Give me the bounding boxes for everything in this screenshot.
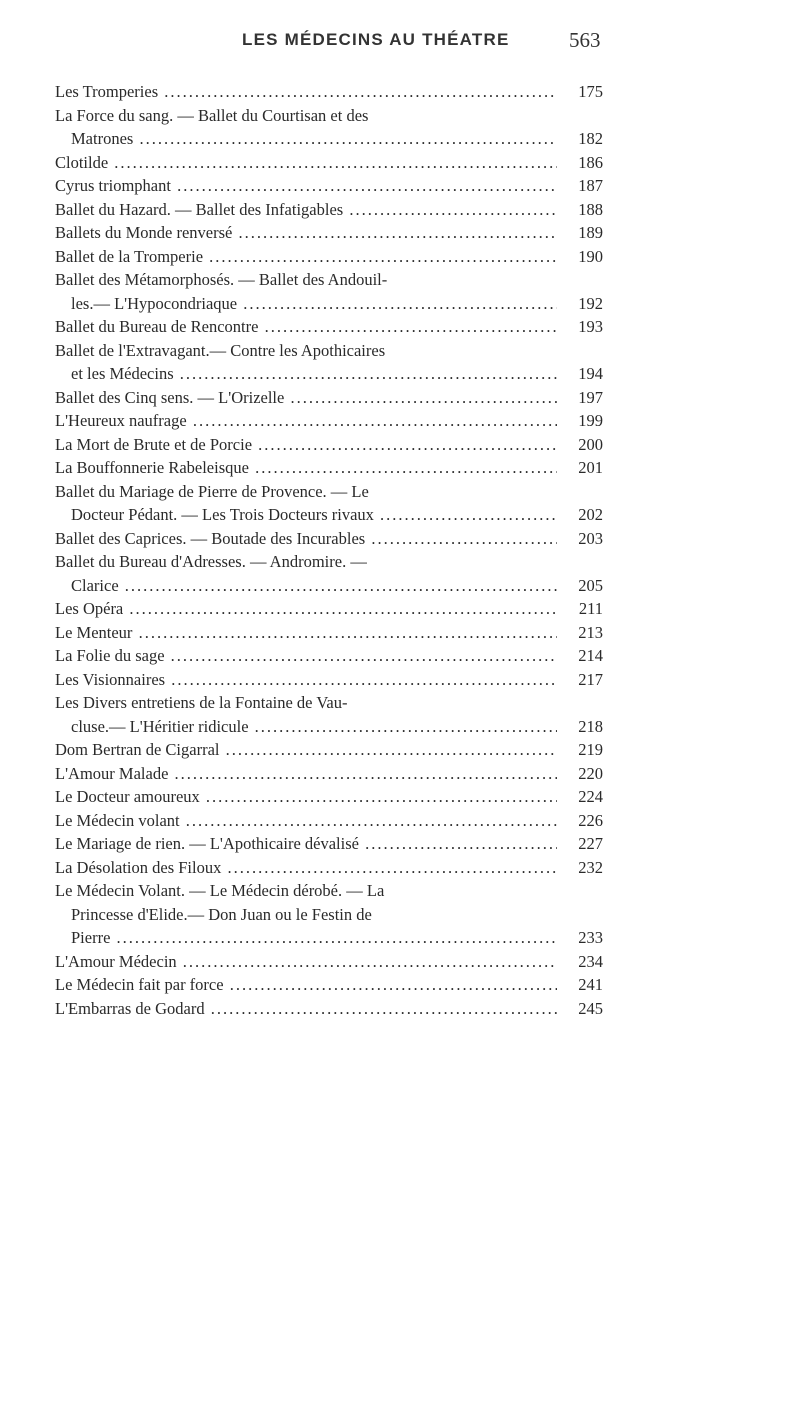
toc-entry-line [55, 997, 603, 1021]
toc-entry-page: 194 [578, 364, 603, 383]
toc-entry-line [55, 809, 603, 833]
toc-entry-title: Ballet des Métamorphosés. — Ballet des Andouil- [55, 270, 388, 289]
toc-entry-page: 200 [578, 434, 603, 454]
toc-entry-line [55, 503, 603, 527]
toc-entry-title: Le Médecin Volant. — Le Médecin dérobé. — La [55, 881, 385, 900]
toc-entry-line [55, 926, 603, 950]
toc-entry-line [55, 221, 603, 245]
toc-entry-line [55, 268, 603, 292]
toc-entry-line [55, 668, 603, 692]
toc-entry-title: L'Amour Médecin ..... [55, 950, 557, 974]
toc-entry-page: 220 [578, 763, 603, 783]
toc-entry-title: L'Heureux naufrage ..... [55, 409, 557, 433]
toc-entry-title: Le Mariage de rien. — L'Apothicaire dévalisé ..... [55, 832, 557, 856]
toc-entry-page: 211 [578, 599, 603, 618]
toc-entry-title: Le Docteur amoureux ..... [55, 785, 557, 809]
toc-entry-title: Ballet de l'Extravagant.— Contre les Apothicaires [55, 340, 386, 360]
toc-entry-title: Dom Bertran de Cigarral ..... [55, 738, 557, 762]
toc-entry-line [55, 644, 603, 668]
toc-entry-line [55, 362, 603, 386]
toc-entry-page: 217 [578, 669, 603, 689]
toc-entry-page: 189 [578, 223, 603, 242]
toc-entry-line [55, 198, 603, 222]
toc-entry-page: 190 [578, 246, 603, 266]
toc-entry-line [55, 879, 603, 903]
toc-entry-line [55, 856, 603, 880]
toc-entry-line [55, 574, 603, 598]
toc-entry-line [55, 245, 603, 269]
toc-entry-line [55, 738, 603, 762]
toc-entry-page: 202 [578, 505, 603, 524]
toc-entry-line [55, 174, 603, 198]
toc-entry-line [55, 597, 603, 621]
page-number: 563 [569, 28, 601, 52]
toc-entry-title: les.— L'Hypocondriaque ..... [55, 292, 557, 316]
toc-entry-line [55, 832, 603, 856]
toc-entry-page: 199 [578, 411, 603, 430]
toc-entry-title: Ballets du Monde renversé ..... [55, 221, 557, 245]
toc-entry-line [55, 127, 603, 151]
toc-entry-line [55, 715, 603, 739]
toc-entry-page: 234 [578, 951, 603, 971]
toc-entry-title: Ballet du Bureau d'Adresses. — Andromire. — [55, 552, 367, 571]
toc-entry-page: 193 [578, 317, 603, 336]
toc-entry-line [55, 691, 603, 715]
toc-entry-title: La Folie du sage ..... [55, 644, 557, 668]
toc-entry-title: Le Médecin volant ..... [55, 809, 557, 833]
toc-entry-title: L'Amour Malade ..... [55, 762, 557, 786]
toc-entry-page: 203 [578, 528, 603, 548]
toc-entry-title: L'Embarras de Godard ..... [55, 997, 557, 1021]
toc-entry-title: Ballet du Hazard. — Ballet des Infatigables ..... [55, 198, 557, 222]
toc-entry-page: 232 [578, 857, 603, 877]
toc-entry-page: 186 [578, 152, 603, 172]
toc-entry-title: La Bouffonnerie Rabeleisque ..... [55, 456, 557, 480]
toc-entry-line [55, 527, 603, 551]
toc-entry-page: 214 [578, 646, 603, 665]
toc-entry-page: 233 [578, 928, 603, 947]
toc-entry-line [55, 315, 603, 339]
toc-entry-title: Clotilde ..... [55, 151, 557, 175]
toc-entry-page: 201 [578, 458, 603, 477]
toc-entry-page: 218 [578, 716, 603, 736]
toc-entry-title: Ballet de la Tromperie ..... [55, 245, 557, 269]
toc-entry-title: Princesse d'Elide.— Don Juan ou le Festin de [71, 904, 372, 924]
toc-entry-title: La Mort de Brute et de Porcie ..... [55, 433, 557, 457]
toc-entry-page: 197 [578, 387, 603, 407]
toc-entry-line [55, 903, 603, 927]
table-of-contents [55, 80, 603, 1020]
toc-entry-page: 182 [578, 129, 603, 148]
toc-entry-line [55, 480, 603, 504]
toc-entry-line [55, 409, 603, 433]
toc-entry-line [55, 433, 603, 457]
toc-entry-title: et les Médecins ..... [55, 362, 557, 386]
toc-entry-title: cluse.— L'Héritier ridicule ..... [55, 715, 557, 739]
toc-entry-title: Les Tromperies ..... [55, 80, 557, 104]
toc-entry-title: Matrones ..... [55, 127, 557, 151]
running-title: LES MÉDECINS AU THÉATRE [242, 30, 510, 49]
toc-entry-line [55, 104, 603, 128]
toc-entry-title: Les Divers entretiens de la Fontaine de Vau- [55, 693, 348, 712]
toc-entry-page: 219 [578, 740, 603, 759]
toc-entry-title: Ballet des Cinq sens. — L'Orizelle ..... [55, 386, 557, 410]
toc-entry-title: La Force du sang. — Ballet du Courtisan et des [55, 105, 369, 125]
toc-entry-title: La Désolation des Filoux ..... [55, 856, 557, 880]
toc-entry-line [55, 950, 603, 974]
toc-entry-title: Le Menteur ..... [55, 621, 557, 645]
toc-entry-line [55, 151, 603, 175]
toc-entry-page: 187 [578, 176, 603, 195]
toc-entry-line [55, 785, 603, 809]
toc-entry-title: Ballet des Caprices. — Boutade des Incurables ..... [55, 527, 557, 551]
toc-entry-line [55, 339, 603, 363]
toc-entry-line [55, 550, 603, 574]
toc-entry-title: Docteur Pédant. — Les Trois Docteurs rivaux ..... [55, 503, 557, 527]
toc-entry-title: Cyrus triomphant ..... [55, 174, 557, 198]
toc-entry-title: Pierre ..... [55, 926, 557, 950]
toc-entry-line [55, 621, 603, 645]
toc-entry-line [55, 762, 603, 786]
toc-entry-line [55, 386, 603, 410]
toc-entry-title: Les Visionnaires ..... [55, 668, 557, 692]
toc-entry-line [55, 80, 603, 104]
toc-entry-page: 226 [578, 810, 603, 830]
toc-entry-line [55, 292, 603, 316]
toc-entry-line [55, 456, 603, 480]
toc-entry-title: Clarice ..... [55, 574, 557, 598]
toc-entry-page: 227 [578, 834, 603, 853]
toc-entry-page: 224 [578, 787, 603, 806]
toc-entry-line [55, 973, 603, 997]
toc-entry-page: 205 [578, 575, 603, 595]
toc-entry-title: Ballet du Mariage de Pierre de Provence. — Le [55, 481, 369, 501]
toc-entry-title: Le Médecin fait par force ..... [55, 973, 557, 997]
toc-entry-title: Les Opéra ..... [55, 597, 557, 621]
toc-entry-page: 241 [578, 975, 603, 994]
toc-entry-page: 192 [578, 293, 603, 313]
running-head [0, 30, 800, 60]
toc-entry-page: 188 [578, 199, 603, 219]
toc-entry-title: Ballet du Bureau de Rencontre ..... [55, 315, 557, 339]
toc-entry-page: 245 [578, 998, 603, 1018]
toc-entry-page: 213 [578, 622, 603, 642]
toc-entry-page: 175 [578, 82, 603, 101]
